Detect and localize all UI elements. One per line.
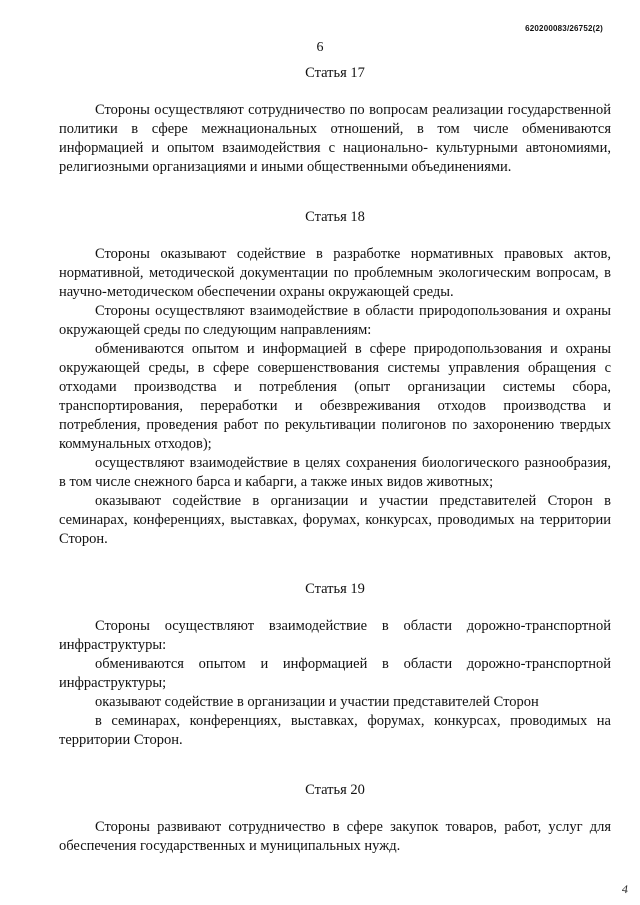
article-19-paragraph-3: оказывают содействие в организации и участии представителей Сторон: [95, 694, 539, 710]
article-18-paragraph-3: обмениваются опытом и информацией в сфере природопользования и охраны окружающей среды, в сфере совершенствования системы управления обращения с отходами производства и потребления (опыт организации системы сбора, транспортирования, переработки и обезвреживания отходов производства и потребления, проведения работ по рекультивации полигонов по захоронению твердых коммунальных отходов);: [59, 341, 611, 452]
article-18-paragraph-4: осуществляют взаимодействие в целях сохранения биологического разнообразия, в том числе снежного барса и кабарги, а также иных видов животных;: [59, 455, 611, 490]
document-number: 620200083/26752(2): [525, 24, 603, 33]
article-17-paragraph: Стороны осуществляют сотрудничество по вопросам реализации государственной политики в сфере межнациональных отношений, в том числе обмениваются информацией и опытом взаимодействия с национально- культурными автономиями, религиозными организациями и иными общественными объединениями.: [59, 102, 611, 175]
article-19-title: Статья 19: [305, 581, 365, 597]
article-18-paragraph-1: Стороны оказывают содействие в разработке нормативных правовых актов, нормативной, методической документации по проблемным экологическим вопросам, в научно-методическом обеспечении охраны окружающей среды.: [59, 246, 611, 300]
article-20-title: Статья 20: [305, 782, 365, 798]
article-19-paragraph-4: в семинарах, конференциях, выставках, форумах, конкурсах, проводимых на территории Сторон.: [59, 713, 611, 748]
page-number: 6: [316, 40, 324, 55]
article-17-title: Статья 17: [305, 65, 365, 81]
article-19-paragraph-2: обмениваются опытом и информацией в области дорожно-транспортной инфраструктуры;: [59, 656, 611, 691]
article-20-paragraph: Стороны развивают сотрудничество в сфере закупок товаров, работ, услуг для обеспечения государственных и муниципальных нужд.: [59, 819, 611, 854]
document-body: [59, 64, 611, 856]
article-18-paragraph-5: оказывают содействие в организации и участии представителей Сторон в семинарах, конференциях, выставках, форумах, конкурсах, проводимых на территории Сторон.: [59, 493, 611, 547]
handwritten-corner-mark: 4: [621, 881, 630, 897]
article-18-title: Статья 18: [305, 209, 365, 225]
article-19-paragraph-1: Стороны осуществляют взаимодействие в области дорожно-транспортной инфраструктуры:: [59, 618, 611, 653]
article-18-paragraph-2: Стороны осуществляют взаимодействие в области природопользования и охраны окружающей среды по следующим направлениям:: [59, 303, 611, 338]
